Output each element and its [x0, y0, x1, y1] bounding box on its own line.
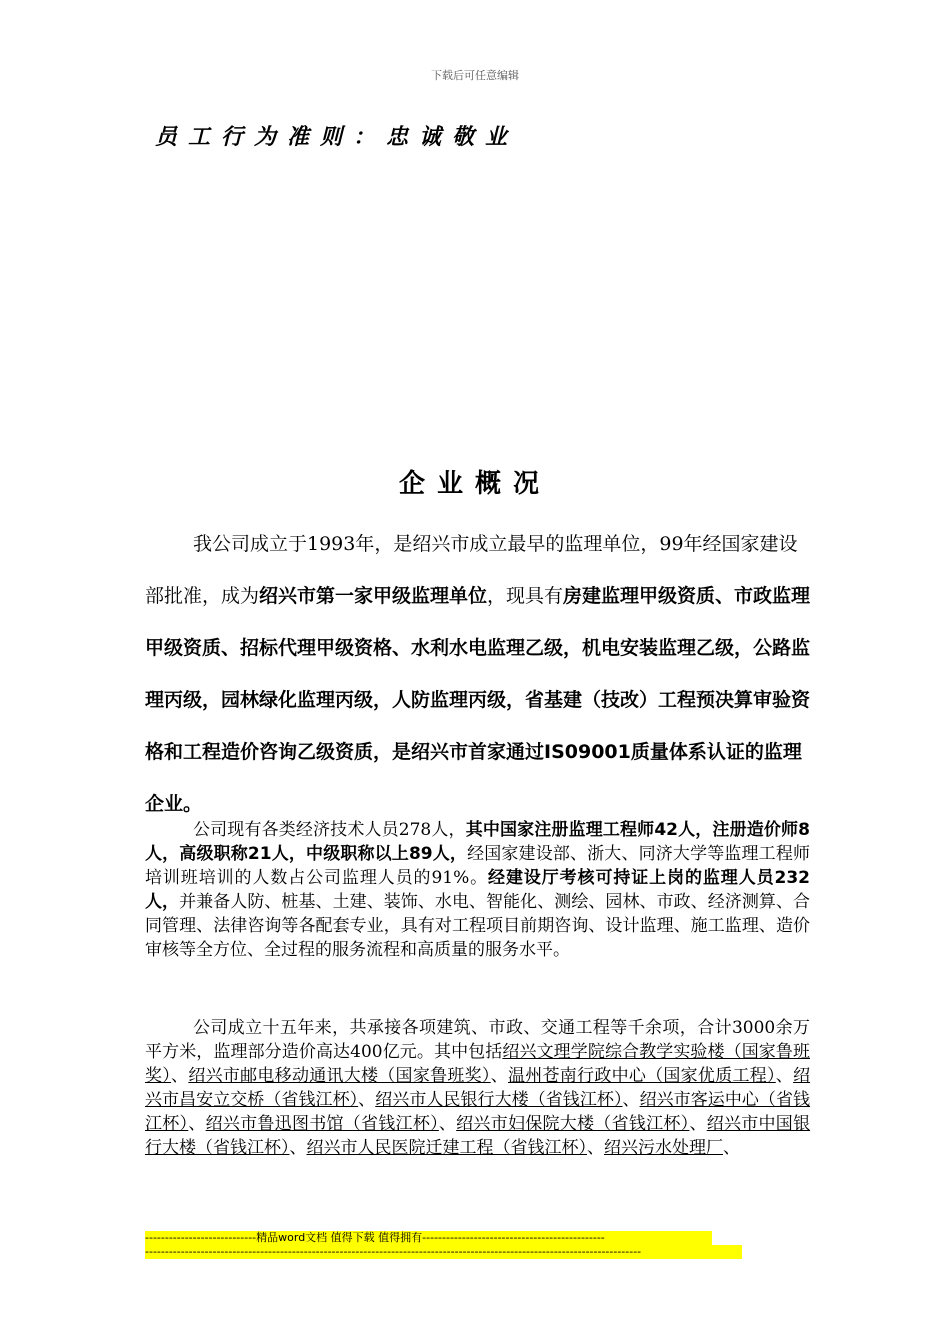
project-separator: 、 — [775, 1066, 794, 1086]
project-separator: 、 — [723, 1138, 740, 1158]
project-separator: 、 — [188, 1114, 206, 1134]
project-item: 绍兴市鲁迅图书馆（省钱江杯） — [205, 1114, 439, 1134]
header-note: 下载后可任意编辑 — [431, 69, 519, 82]
project-item: 温州苍南行政中心（国家优质工程） — [507, 1066, 776, 1086]
staff-paragraph — [145, 818, 810, 962]
intro-text-1: 我公司成立于1993年，是绍兴市成立最早的监理单位，99年经国家建设部批准，成为 — [145, 533, 798, 607]
project-separator: 、 — [490, 1066, 508, 1086]
project-item: 绍兴文理学院综合教学实验楼（国家鲁班奖） — [145, 1042, 811, 1086]
footer-line-1: ----------------------------精品word文档 值得下载 值得拥有---------------------------------------------- — [145, 1231, 712, 1245]
motto-heading: 员工行为准则：忠诚敬业 — [155, 124, 519, 150]
footer-line-2: ----------------------------------------------------------------------------------------------------------------------------- — [145, 1245, 742, 1259]
project-separator: 、 — [358, 1090, 376, 1110]
project-item: 绍兴市中国银行大楼（省钱江杯） — [145, 1114, 811, 1158]
project-separator: 、 — [438, 1114, 457, 1134]
staff-text-2: 经国家建设部、浙大、同济大学等监理工程师培训班培训的人数占公司监理人员的91%。 — [145, 844, 810, 888]
project-item: 绍兴市客运中心（省钱江杯） — [145, 1090, 811, 1134]
project-separator: 、 — [689, 1114, 707, 1134]
project-item: 绍兴市妇保院大楼（省钱江杯） — [456, 1114, 690, 1134]
intro-paragraph — [145, 518, 815, 830]
intro-text-2: ，现具有 — [487, 585, 564, 607]
project-separator: 、 — [622, 1090, 640, 1110]
project-item: 绍兴市昌安立交桥（省钱江杯） — [145, 1066, 811, 1110]
project-separator: 、 — [289, 1138, 307, 1158]
projects-text-1: 公司成立十五年来，共承接各项建筑、市政、交通工程等千余项，合计3000余万平方米，监理部分造价高达400亿元。其中包括 — [145, 1018, 810, 1062]
section-title: 企业概况 — [398, 469, 551, 499]
intro-bold-2: 房建监理甲级资质、市政监理甲级资质、招标代理甲级资格、水利水电监理乙级，机电安装监理乙级，公路监理丙级，园林绿化监理丙级，人防监理丙级，省基建（技改）工程预决算审验资格和工程造价咨询乙级资质，是绍兴市首家通过IS09001质量体系认证的监理企业。 — [145, 585, 811, 815]
project-item: 绍兴市邮电移动通讯大楼（国家鲁班奖） — [188, 1066, 491, 1086]
staff-text-1: 公司现有各类经济技术人员278人， — [193, 820, 466, 840]
project-item: 绍兴污水处理厂 — [604, 1138, 723, 1158]
project-separator: 、 — [587, 1138, 604, 1158]
project-item: 绍兴市人民银行大楼（省钱江杯） — [375, 1090, 623, 1110]
projects-paragraph — [145, 1016, 810, 1160]
staff-bold-1: 其中国家注册监理工程师42人，注册造价师8人，高级职称21人，中级职称以上89人， — [145, 820, 810, 864]
intro-bold-1: 绍兴市第一家甲级监理单位 — [259, 585, 488, 607]
project-separator: 、 — [171, 1066, 189, 1086]
staff-bold-2: 经建设厅考核可持证上岗的监理人员232人， — [145, 868, 810, 912]
footer-banner — [145, 1231, 742, 1259]
project-item: 绍兴市人民医院迁建工程（省钱江杯） — [306, 1138, 587, 1158]
staff-text-3: 并兼备人防、桩基、土建、装饰、水电、智能化、测绘、园林、市政、经济测算、合同管理、法律咨询等各配套专业，具有对工程项目前期咨询、设计监理、施工监理、造价审核等全方位、全过程的服务流程和高质量的服务水平。 — [145, 892, 811, 960]
